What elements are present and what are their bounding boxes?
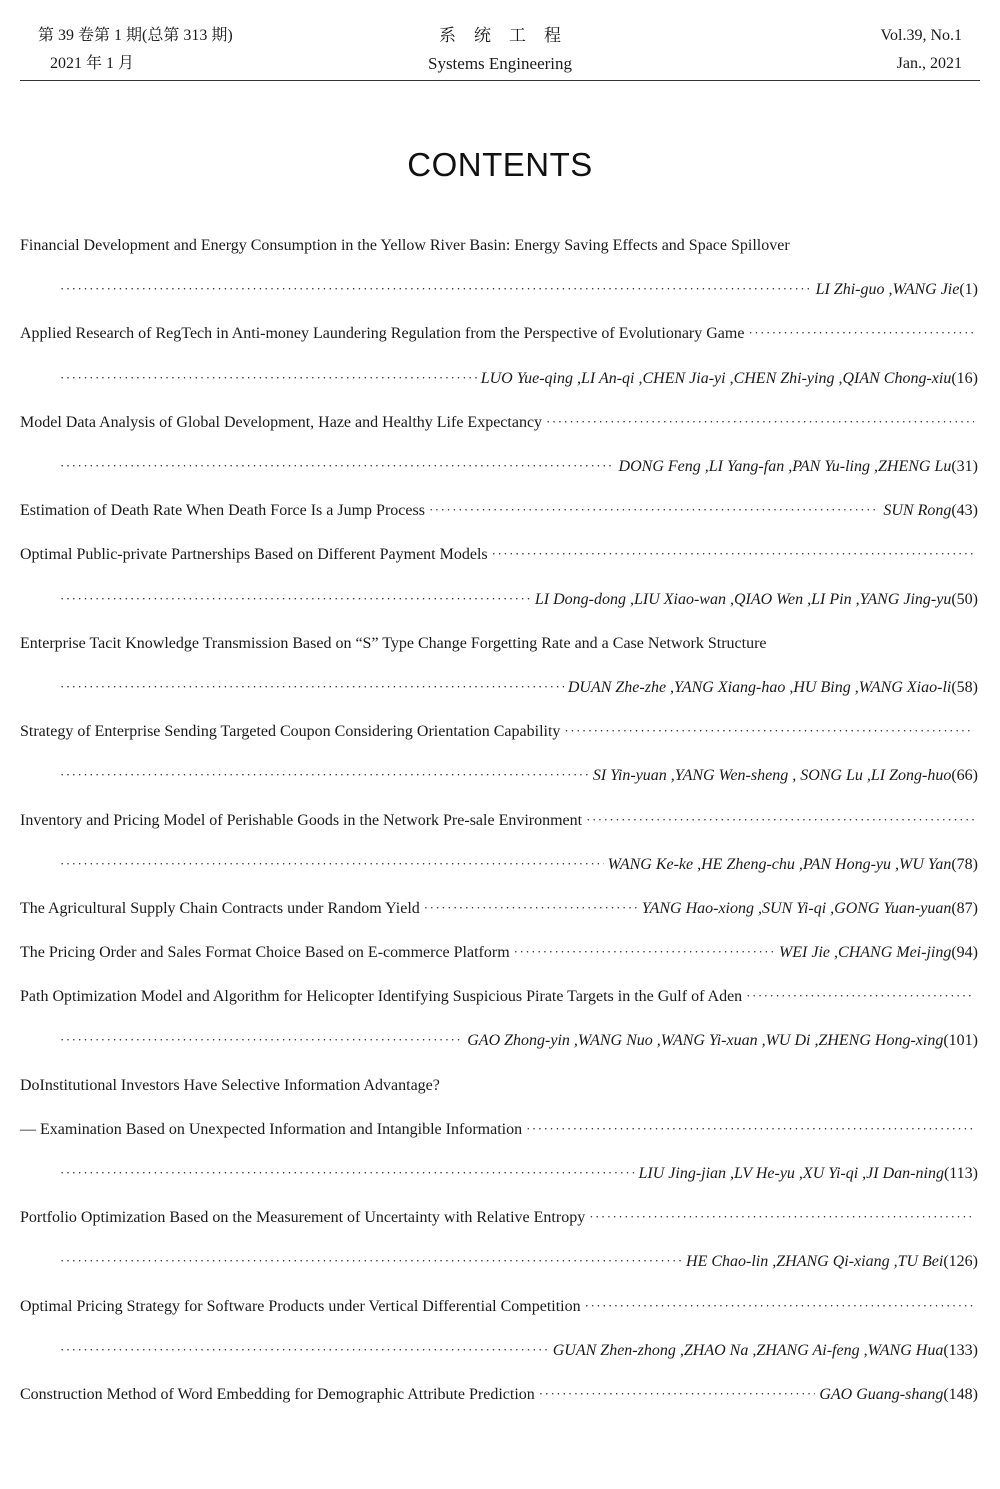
article-title: Inventory and Pricing Model of Perishable Goods in the Network Pre-sale Environment — [20, 811, 583, 829]
article-title: The Agricultural Supply Chain Contracts under Random Yield — [20, 899, 420, 917]
date-en: Jan., 2021 — [896, 55, 962, 72]
article-title: Strategy of Enterprise Sending Targeted Coupon Considering Orientation Capability — [20, 723, 561, 741]
article-title: Path Optimization Model and Algorithm for Helicopter Identifying Suspicious Pirate Targets in the Gulf of Aden — [20, 988, 743, 1006]
toc-entry-byline — [20, 268, 978, 312]
toc-entry-title — [20, 401, 978, 445]
toc-entry-title — [20, 975, 978, 1019]
article-authors: SI Yin-yuan ,YANG Wen-sheng , SONG Lu ,LI Zong-huo — [592, 767, 952, 785]
page-number: (66) — [951, 767, 978, 785]
toc-entry-title — [20, 1064, 978, 1108]
toc-entry-byline — [20, 1019, 978, 1063]
dot-leader — [589, 1209, 974, 1225]
article-title: Portfolio Optimization Based on the Measurement of Uncertainty with Relative Entropy — [20, 1209, 586, 1227]
toc-entry-title — [20, 533, 978, 577]
dot-leader — [60, 1032, 463, 1048]
article-title: Construction Method of Word Embedding for Demographic Attribute Prediction — [20, 1385, 535, 1403]
toc-entry-title — [20, 798, 978, 842]
journal-name-cn: 系统工程 — [439, 26, 579, 45]
article-authors: WANG Ke-ke ,HE Zheng-chu ,PAN Hong-yu ,WU Yan — [607, 855, 952, 873]
volume-issue-en: Vol.39, No.1 — [880, 27, 962, 44]
article-title: Model Data Analysis of Global Development, Haze and Healthy Life Expectancy — [20, 413, 543, 431]
article-authors: LI Zhi-guo ,WANG Jie — [815, 281, 960, 299]
article-title: Optimal Public-private Partnerships Based on Different Payment Models — [20, 546, 488, 564]
article-authors: GUAN Zhen-zhong ,ZHAO Na ,ZHANG Ai-feng ,WANG Hua — [552, 1341, 944, 1359]
toc-entry — [20, 489, 978, 533]
dot-leader — [564, 723, 974, 739]
page-number: (50) — [951, 590, 978, 608]
table-of-contents — [20, 224, 978, 1417]
toc-entry-title — [20, 1285, 978, 1329]
article-authors: HE Chao-lin ,ZHANG Qi-xiang ,TU Bei — [686, 1253, 944, 1271]
toc-entry-byline — [20, 1329, 978, 1373]
toc-entry-byline — [20, 1240, 978, 1284]
dot-leader — [514, 944, 775, 960]
article-authors: LUO Yue-qing ,LI An-qi ,CHEN Jia-yi ,CHEN Zhi-ying ,QIAN Chong-xiu — [480, 369, 952, 387]
article-authors: YANG Hao-xiong ,SUN Yi-qi ,GONG Yuan-yuan — [641, 899, 952, 917]
dot-leader — [60, 767, 589, 783]
toc-entry-title — [20, 312, 978, 356]
article-title: DoInstitutional Investors Have Selective Information Advantage? — [20, 1076, 440, 1094]
page-number: (58) — [951, 678, 978, 696]
toc-entry-byline — [20, 666, 978, 710]
date-cn: 2021 年 1 月 — [50, 55, 135, 72]
journal-name — [20, 22, 980, 78]
toc-entry-subtitle — [20, 1108, 978, 1152]
dot-leader — [748, 325, 974, 341]
dot-leader — [526, 1121, 974, 1137]
toc-entry-byline — [20, 754, 978, 798]
toc-entry-byline — [20, 1152, 978, 1196]
article-authors: GAO Zhong-yin ,WANG Nuo ,WANG Yi-xuan ,WU Di ,ZHENG Hong-xing — [467, 1032, 944, 1050]
dot-leader — [586, 812, 974, 828]
dot-leader — [424, 900, 638, 916]
dot-leader — [539, 1386, 816, 1402]
dot-leader — [585, 1298, 974, 1314]
toc-entry-byline — [20, 357, 978, 401]
page-number: (133) — [943, 1341, 978, 1359]
volume-issue-cn: 第 39 卷第 1 期(总第 313 期) — [38, 27, 233, 44]
dot-leader — [60, 856, 604, 872]
issue-info-en — [881, 22, 963, 78]
dot-leader — [429, 502, 879, 518]
article-title: Estimation of Death Rate When Death Force Is a Jump Process — [20, 502, 425, 520]
toc-entry — [20, 1373, 978, 1417]
journal-header — [20, 18, 980, 80]
page-number: (126) — [943, 1253, 978, 1271]
toc-entry — [20, 931, 978, 975]
article-authors: DUAN Zhe-zhe ,YANG Xiang-hao ,HU Bing ,WANG Xiao-li — [567, 678, 952, 696]
toc-entry-byline — [20, 843, 978, 887]
dot-leader — [60, 1342, 549, 1358]
article-authors: LI Dong-dong ,LIU Xiao-wan ,QIAO Wen ,LI Pin ,YANG Jing-yu — [534, 590, 952, 608]
toc-entry — [20, 887, 978, 931]
toc-entry-title — [20, 710, 978, 754]
page-number: (1) — [959, 281, 978, 299]
page-number: (113) — [943, 1165, 978, 1183]
article-authors: GAO Guang-shang — [819, 1385, 944, 1403]
page-number: (87) — [951, 899, 978, 917]
dot-leader — [492, 546, 974, 562]
toc-entry-byline — [20, 445, 978, 489]
article-subtitle: — Examination Based on Unexpected Information and Intangible Information — [20, 1120, 523, 1138]
page-number: (43) — [951, 502, 978, 520]
dot-leader — [60, 591, 531, 607]
page-number: (101) — [943, 1032, 978, 1050]
article-title: Applied Research of RegTech in Anti-money Laundering Regulation from the Perspective of Evolutionary Game — [20, 325, 745, 343]
dot-leader — [60, 679, 564, 695]
dot-leader — [60, 281, 812, 297]
dot-leader — [60, 370, 477, 386]
article-authors: SUN Rong — [883, 502, 952, 520]
header-divider — [20, 80, 980, 81]
article-authors: LIU Jing-jian ,LV He-yu ,XU Yi-qi ,JI Dan-ning — [638, 1165, 944, 1183]
toc-entry-title — [20, 622, 978, 666]
article-title: Enterprise Tacit Knowledge Transmission Based on “S” Type Change Forgetting Rate and a Case Network Structure — [20, 634, 767, 652]
journal-name-en: Systems Engineering — [427, 54, 572, 73]
article-title: Optimal Pricing Strategy for Software Products under Vertical Differential Competition — [20, 1297, 581, 1315]
page-number: (78) — [951, 855, 978, 873]
article-title: The Pricing Order and Sales Format Choice Based on E-commerce Platform — [20, 944, 510, 962]
page-number: (16) — [951, 369, 978, 387]
article-authors: WEI Jie ,CHANG Mei-jing — [778, 944, 952, 962]
toc-entry-title — [20, 1196, 978, 1240]
dot-leader — [60, 1165, 635, 1181]
article-authors: DONG Feng ,LI Yang-fan ,PAN Yu-ling ,ZHENG Lu — [618, 458, 952, 476]
page-number: (94) — [951, 944, 978, 962]
dot-leader — [60, 1253, 682, 1269]
toc-entry-byline — [20, 578, 978, 622]
dot-leader — [746, 988, 974, 1004]
article-title: Financial Development and Energy Consumption in the Yellow River Basin: Energy Saving Effects and Space Spillover — [20, 237, 790, 255]
dot-leader — [60, 458, 615, 474]
dot-leader — [546, 414, 974, 430]
page-number: (31) — [951, 458, 978, 476]
page-title: CONTENTS — [407, 146, 593, 183]
page-number: (148) — [943, 1385, 978, 1403]
toc-entry-title — [20, 224, 978, 268]
